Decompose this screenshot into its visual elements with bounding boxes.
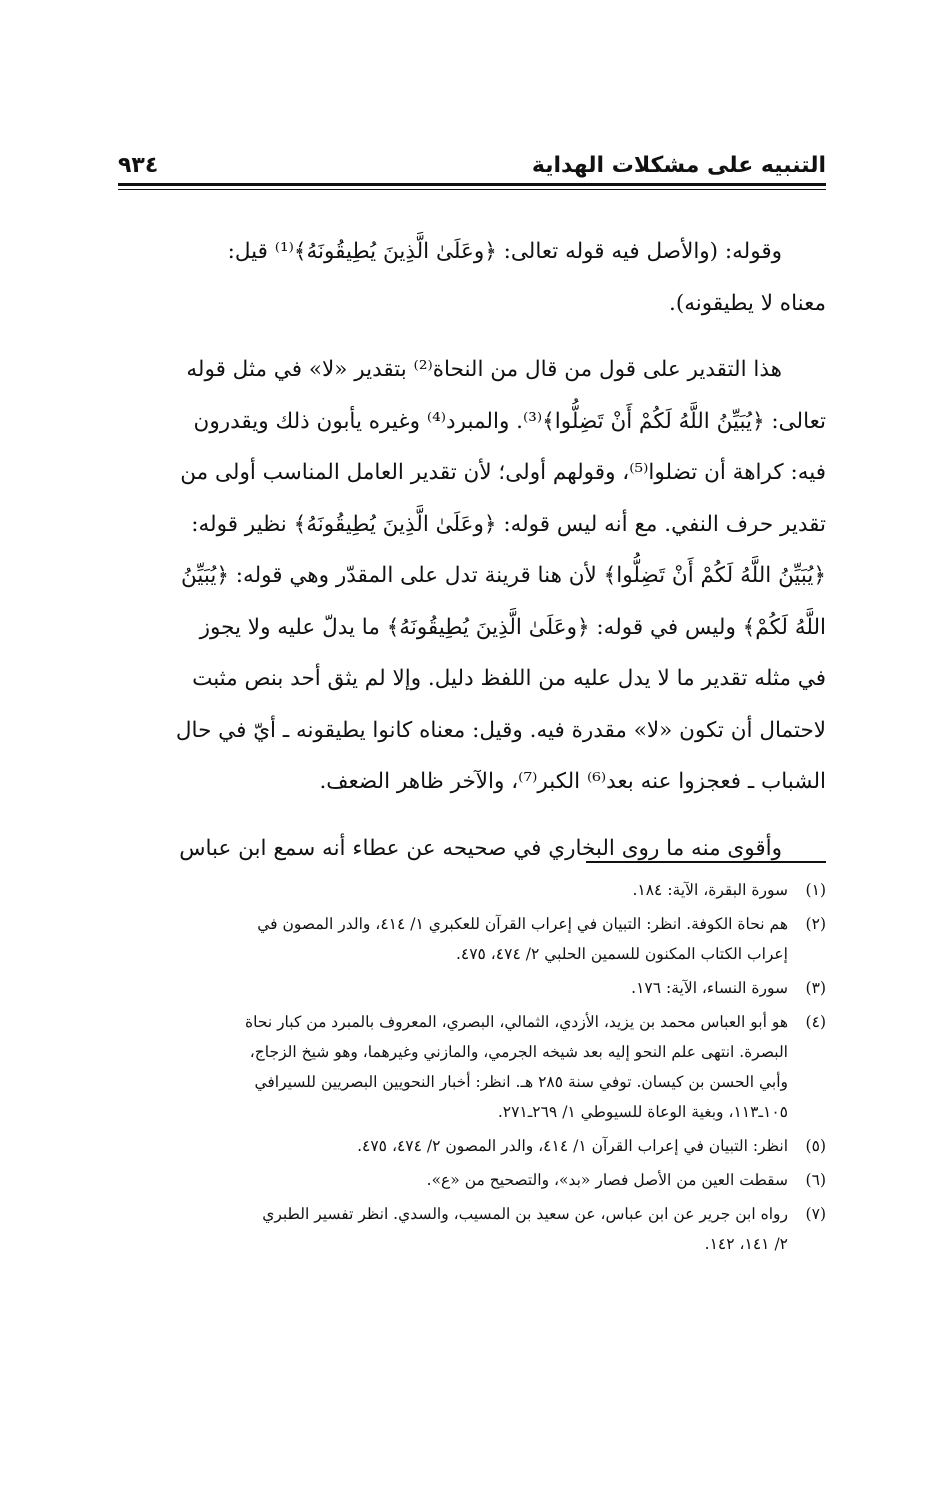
text-line: الشباب ـ فعجزوا عنه بعد⁽⁶⁾ الكبر⁽⁷⁾، والآخر ظاهر الضعف. (319, 769, 826, 794)
paragraph-1 (118, 226, 826, 329)
footnote-item (118, 1199, 826, 1259)
footnote-line: رواه ابن جرير عن ابن عباس، عن سعيد بن المسيب، والسدي. انظر تفسير الطبري (262, 1205, 788, 1223)
footnote-number: (٤) (805, 1013, 826, 1031)
text-line: ﴿يُبَيِّنُ اللَّهُ لَكُمْ أَنْ تَضِلُّوا﴾ لأن هنا قرينة تدل على المقدّر وهي قوله: ﴿يُبَيِّنُ (181, 563, 826, 588)
footnote-line: هم نحاة الكوفة. انظر: التبيان في إعراب القرآن للعكبري ١/ ٤١٤، والدر المصون في (257, 915, 788, 933)
text-line: هذا التقدير على قول من قال من النحاة⁽²⁾ بتقدير «لا» في مثل قوله (186, 357, 782, 382)
paragraph-2 (118, 344, 826, 808)
footnote-item (118, 909, 826, 969)
footnote-item (118, 1165, 826, 1195)
text-line: اللَّهُ لَكُمْ﴾ وليس في قوله: ﴿وعَلَىٰ الَّذِينَ يُطِيقُونَهُ﴾ ما يدلّ عليه ولا يجوز (199, 614, 826, 640)
text-line: لاحتمال أن تكون «لا» مقدرة فيه. وقيل: معناه كانوا يطيقونه ـ أيّ في حال (175, 717, 826, 743)
running-title: التنبيه على مشكلات الهداية (531, 153, 826, 178)
footnote-line: ١٠٥ـ١١٣، وبغية الوعاة للسيوطي ١/ ٢٦٩ـ٢٧١. (497, 1103, 788, 1121)
footnote-item (118, 973, 826, 1003)
header-rule-thin (118, 189, 826, 190)
footnote-item (118, 875, 826, 905)
footnote-line: هو أبو العباس محمد بن يزيد، الأزدي، الثمالي، البصري، المعروف بالمبرد من كبار نحاة (244, 1013, 788, 1031)
footnote-item (118, 1007, 826, 1127)
text-line: معناه لا يطيقونه). (669, 290, 826, 316)
text-line: وقوله: (والأصل فيه قوله تعالى: ﴿وعَلَىٰ الَّذِينَ يُطِيقُونَهُ﴾⁽¹⁾ قيل: (227, 239, 782, 264)
text-line: تقدير حرف النفي. مع أنه ليس قوله: ﴿وعَلَىٰ الَّذِينَ يُطِيقُونَهُ﴾ نظير قوله: (191, 511, 826, 537)
footnote-item (118, 1131, 826, 1161)
footnote-line: سقطت العين من الأصل فصار «بد»، والتصحيح من «ع». (426, 1171, 788, 1189)
footnote-number: (١) (805, 881, 826, 899)
text-line: في مثله تقدير ما لا يدل عليه من اللفظ دليل. وإلا لم يثق أحد بنص مثبت (192, 666, 826, 691)
header-rule-thick (118, 183, 826, 186)
footnote-number: (٥) (805, 1137, 826, 1155)
footnote-line: سورة النساء، الآية: ١٧٦. (631, 979, 788, 997)
text-line: تعالى: ﴿يُبَيِّنُ اللَّهُ لَكُمْ أَنْ تَضِلُّوا﴾⁽³⁾. والمبرد⁽⁴⁾ وغيره يأبون ذلك ويقدرون (193, 408, 826, 434)
footnote-line: البصرة. انتهى علم النحو إليه بعد شيخه الجرمي، والمازني وغيرهما، وهو شيخ الزجاج، (249, 1043, 788, 1061)
footnote-number: (٦) (805, 1171, 826, 1189)
page-number: ٩٣٤ (118, 153, 159, 178)
footnotes (118, 875, 826, 1259)
footnote-separator (586, 861, 826, 863)
footnote-number: (٣) (805, 979, 826, 997)
footnote-line: ٢/ ١٤١، ١٤٢. (704, 1235, 788, 1253)
footnote-line: إعراب الكتاب المكنون للسمين الحلبي ٢/ ٤٧٤، ٤٧٥. (455, 945, 788, 963)
footnote-line: وأبي الحسن بن كيسان. توفي سنة ٢٨٥ هـ. انظر: أخبار النحويين البصريين للسيرافي (254, 1073, 788, 1091)
main-text (118, 226, 826, 874)
text-line: وأقوى منه ما روى البخاري في صحيحه عن عطاء أنه سمع ابن عباس (179, 835, 782, 861)
footnote-number: (٧) (805, 1205, 826, 1223)
text-line: فيه: كراهة أن تضلوا⁽⁵⁾، وقولهم أولى؛ لأن تقدير العامل المناسب أولى من (180, 460, 826, 485)
footnote-number: (٢) (805, 915, 826, 933)
paragraph-3 (118, 823, 826, 875)
page-header (118, 142, 826, 178)
footnote-line: سورة البقرة، الآية: ١٨٤. (632, 881, 788, 899)
footnote-line: انظر: التبيان في إعراب القرآن ١/ ٤١٤، والدر المصون ٢/ ٤٧٤، ٤٧٥. (357, 1137, 788, 1155)
